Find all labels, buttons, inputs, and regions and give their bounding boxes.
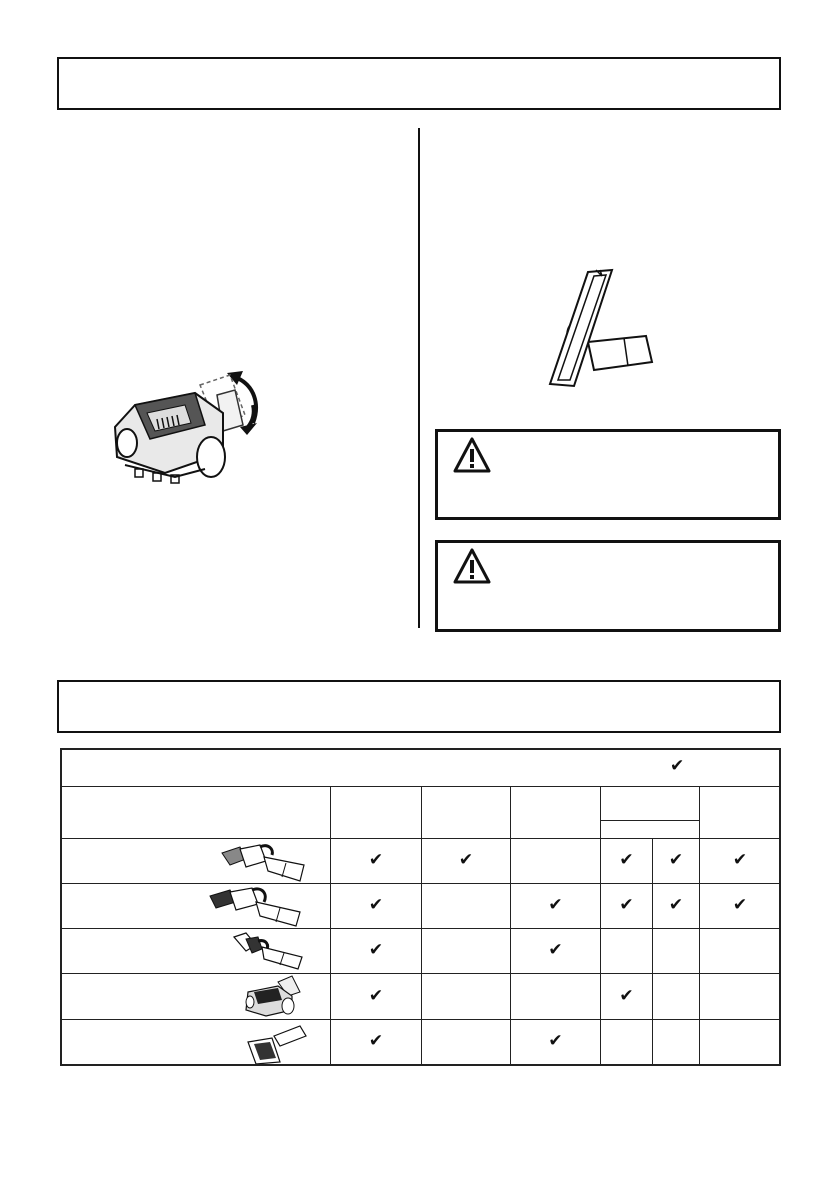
row2-col5: ✔ xyxy=(653,883,700,928)
row2-col4: ✔ xyxy=(601,883,653,928)
row2-col6: ✔ xyxy=(700,883,781,928)
row2-col3: ✔ xyxy=(511,883,601,928)
table-row xyxy=(62,929,781,974)
row5-col3: ✔ xyxy=(511,1019,601,1064)
tool-cell-combination xyxy=(62,838,331,883)
warning-triangle-icon xyxy=(452,436,492,474)
row3-col4 xyxy=(601,929,653,974)
mini-turbo-brush-icon xyxy=(242,974,306,1018)
section-header-tools xyxy=(57,680,781,733)
row4-col4: ✔ xyxy=(601,974,653,1019)
table-row xyxy=(62,1019,781,1064)
mini-turbo-brush-illustration xyxy=(105,365,275,490)
header-tool-column xyxy=(62,787,331,838)
row2-col2 xyxy=(422,883,511,928)
row5-col5 xyxy=(653,1019,700,1064)
header-column-group xyxy=(601,787,700,821)
header-column-6 xyxy=(700,787,781,838)
row5-col6 xyxy=(700,1019,781,1064)
warning-triangle-icon xyxy=(452,547,492,585)
table-row xyxy=(62,974,781,1019)
row1-col3 xyxy=(511,838,601,883)
upholstery-tool-illustration xyxy=(528,262,658,392)
row1-col6: ✔ xyxy=(700,838,781,883)
row4-col6 xyxy=(700,974,781,1019)
header-column-1 xyxy=(331,787,422,838)
row5-col1: ✔ xyxy=(331,1019,422,1064)
row1-col1: ✔ xyxy=(331,838,422,883)
row4-col1: ✔ xyxy=(331,974,422,1019)
header-subgroup xyxy=(601,821,700,838)
row1-col5: ✔ xyxy=(653,838,700,883)
row4-col3 xyxy=(511,974,601,1019)
row4-col5 xyxy=(653,974,700,1019)
warning-box-1 xyxy=(435,429,781,520)
row3-col6 xyxy=(700,929,781,974)
row2-col1: ✔ xyxy=(331,883,422,928)
row5-col4 xyxy=(601,1019,653,1064)
row3-col2 xyxy=(422,929,511,974)
row4-col2 xyxy=(422,974,511,1019)
crevice-tool-icon xyxy=(232,931,308,971)
tool-cell-crevice xyxy=(62,929,331,974)
table-row xyxy=(62,838,781,883)
warning-box-2 xyxy=(435,540,781,632)
header-column-2 xyxy=(422,787,511,838)
section-header-top xyxy=(57,57,781,110)
tool-usage-table xyxy=(61,749,781,1065)
upholstery-tool-icon xyxy=(244,1022,310,1066)
tool-cell-dusting-brush xyxy=(62,883,331,928)
row3-col5 xyxy=(653,929,700,974)
table-legend-row xyxy=(62,750,781,787)
tool-cell-mini-turbo xyxy=(62,974,331,1019)
column-divider xyxy=(418,128,420,628)
table-row xyxy=(62,883,781,928)
legend-check-mark: ✔ xyxy=(670,756,685,776)
row5-col2 xyxy=(422,1019,511,1064)
header-column-3 xyxy=(511,787,601,838)
row1-col2: ✔ xyxy=(422,838,511,883)
row3-col3: ✔ xyxy=(511,929,601,974)
tool-cell-upholstery xyxy=(62,1019,331,1064)
row3-col1: ✔ xyxy=(331,929,422,974)
dusting-brush-icon xyxy=(208,886,308,928)
row1-col4: ✔ xyxy=(601,838,653,883)
combination-tool-icon xyxy=(220,841,310,883)
